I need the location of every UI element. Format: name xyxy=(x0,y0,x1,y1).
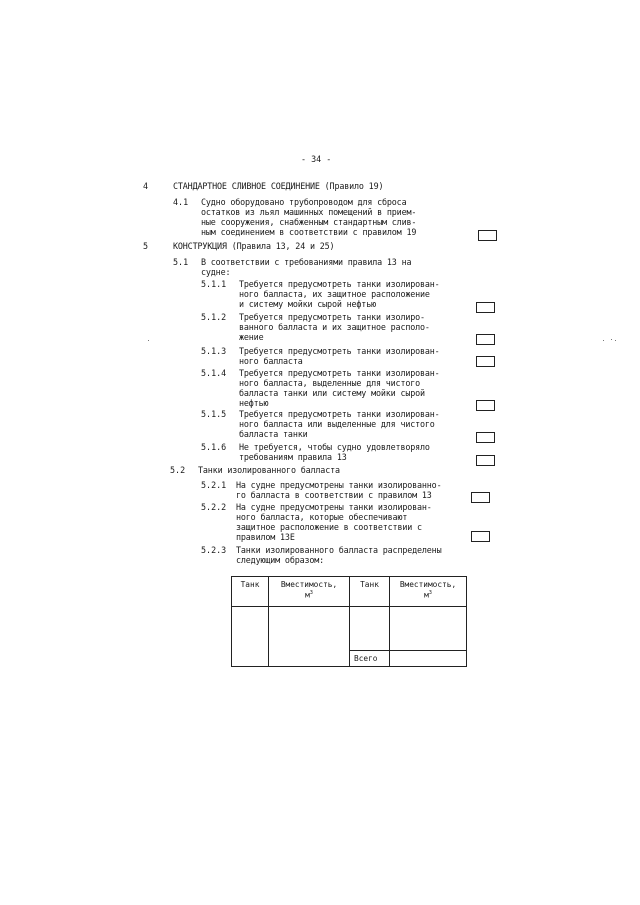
table-header-capacity xyxy=(390,577,467,607)
item-line: ного балласта, их защитное расположение xyxy=(239,289,430,299)
section-4-heading: СТАНДАРТНОЕ СЛИВНОЕ СОЕДИНЕНИЕ (Правило 19) xyxy=(173,181,384,191)
item-5-1-1-text xyxy=(239,279,440,309)
item-line: Танки изолированного балласта распределены xyxy=(236,545,442,555)
item-5-2-3-text xyxy=(236,545,441,565)
checkbox-5-1-6[interactable] xyxy=(476,455,495,466)
unit-text: м xyxy=(305,590,310,600)
section-5-heading: КОНСТРУКЦИЯ (Правила 13, 24 и 25) xyxy=(173,241,335,251)
checkbox-5-1-4[interactable] xyxy=(476,400,495,411)
item-5-1-3-text xyxy=(239,346,440,366)
item-5-2-heading: Танки изолированного балласта xyxy=(198,465,340,475)
item-5-2-3-number: 5.2.3 xyxy=(201,545,227,555)
item-line: ного балласта, которые обеспечивают xyxy=(236,512,408,522)
total-label: Всего xyxy=(350,651,390,667)
item-5-1-number: 5.1 xyxy=(173,257,189,267)
item-line: балласта танки или систему мойки сырой xyxy=(239,388,425,398)
item-5-1-5-text xyxy=(239,409,440,439)
item-5-1-3-number: 5.1.3 xyxy=(201,346,227,356)
item-5-2-1-text xyxy=(236,480,441,500)
item-5-2-2-text xyxy=(236,502,432,542)
item-line: го балласта в соответствии с правилом 13 xyxy=(236,490,432,500)
item-5-2-number: 5.2 xyxy=(170,465,186,475)
capacity-cell[interactable] xyxy=(269,607,350,667)
item-line: защитное расположение в соответствии с xyxy=(236,522,422,532)
item-4-1-line: ные сооружения, снабженным стандартным слив- xyxy=(201,217,417,227)
checkbox-5-1-2[interactable] xyxy=(476,334,495,345)
item-5-1-text xyxy=(201,257,411,277)
item-4-1-line: ным соединением в соответствии с правилом 19 xyxy=(201,227,417,237)
item-line: балласта танки xyxy=(239,429,308,439)
item-line: следующим образом: xyxy=(236,555,325,565)
table-header-tank: Танк xyxy=(350,577,390,607)
table-header-tank: Танк xyxy=(232,577,269,607)
ballast-tanks-table xyxy=(231,576,467,667)
tank-cell[interactable] xyxy=(350,607,390,651)
unit-superscript: 3 xyxy=(428,590,432,596)
capacity-unit xyxy=(269,589,349,600)
section-5-number: 5 xyxy=(143,241,149,251)
item-4-1-number: 4.1 xyxy=(173,197,189,207)
item-line: На судне предусмотрены танки изолирован- xyxy=(236,502,432,512)
total-capacity-cell[interactable] xyxy=(390,651,467,667)
item-5-1-1-number: 5.1.1 xyxy=(201,279,227,289)
item-line: Требуется предусмотреть танки изолирован- xyxy=(239,279,440,289)
item-4-1-line: Судно оборудовано трубопроводом для сброса xyxy=(201,197,407,207)
checkbox-4-1[interactable] xyxy=(478,230,497,241)
item-5-1-2-text xyxy=(239,312,430,342)
item-5-1-5-number: 5.1.5 xyxy=(201,409,227,419)
scan-artifact xyxy=(148,340,149,341)
item-line: ного балласта, выделенные для чистого xyxy=(239,378,421,388)
item-5-1-4-text xyxy=(239,368,440,408)
capacity-label: Вместимость, xyxy=(280,580,338,589)
item-line: правилом 13Е xyxy=(236,532,295,542)
tank-cell[interactable] xyxy=(232,607,269,667)
scan-artifact xyxy=(611,339,612,340)
checkbox-5-2-2[interactable] xyxy=(471,531,490,542)
item-5-1-6-number: 5.1.6 xyxy=(201,442,227,452)
page-number: - 34 - xyxy=(301,154,332,164)
checkbox-5-1-5[interactable] xyxy=(476,432,495,443)
unit-superscript: 3 xyxy=(309,590,313,596)
item-line: Требуется предусмотреть танки изолирован- xyxy=(239,368,440,378)
item-5-1-4-number: 5.1.4 xyxy=(201,368,227,378)
item-line: Требуется предусмотреть танки изолирован- xyxy=(239,409,440,419)
item-4-1-text xyxy=(201,197,416,237)
checkbox-5-1-3[interactable] xyxy=(476,356,495,367)
item-line: жение xyxy=(239,332,264,342)
item-line: Не требуется, чтобы судно удовлетворяло xyxy=(239,442,430,452)
unit-text: м xyxy=(424,590,429,600)
capacity-cell[interactable] xyxy=(390,607,467,651)
item-line: ного балласта xyxy=(239,356,303,366)
item-line: На судне предусмотрены танки изолированно- xyxy=(236,480,442,490)
item-4-1-line: остатков из льял машинных помещений в прием- xyxy=(201,207,417,217)
item-line: и систему мойки сырой нефтью xyxy=(239,299,376,309)
item-5-2-2-number: 5.2.2 xyxy=(201,502,227,512)
item-5-1-line: В соответствии с требованиями правила 13 на xyxy=(201,257,412,267)
section-4-number: 4 xyxy=(143,181,149,191)
item-line: ванного балласта и их защитное располо- xyxy=(239,322,430,332)
item-line: нефтью xyxy=(239,398,269,408)
item-5-1-line: судне: xyxy=(201,267,231,277)
capacity-label: Вместимость, xyxy=(399,580,457,589)
item-line: Требуется предусмотреть танки изолиро- xyxy=(239,312,425,322)
checkbox-5-2-1[interactable] xyxy=(471,492,490,503)
scan-artifact xyxy=(615,340,616,341)
capacity-unit xyxy=(390,589,466,600)
table-header-capacity xyxy=(269,577,350,607)
item-line: ного балласта или выделенные для чистого xyxy=(239,419,435,429)
scan-artifact xyxy=(603,340,604,341)
item-5-1-2-number: 5.1.2 xyxy=(201,312,227,322)
item-5-2-1-number: 5.2.1 xyxy=(201,480,227,490)
item-line: требованиям правила 13 xyxy=(239,452,347,462)
checkbox-5-1-1[interactable] xyxy=(476,302,495,313)
item-line: Требуется предусмотреть танки изолирован- xyxy=(239,346,440,356)
item-5-1-6-text xyxy=(239,442,430,462)
